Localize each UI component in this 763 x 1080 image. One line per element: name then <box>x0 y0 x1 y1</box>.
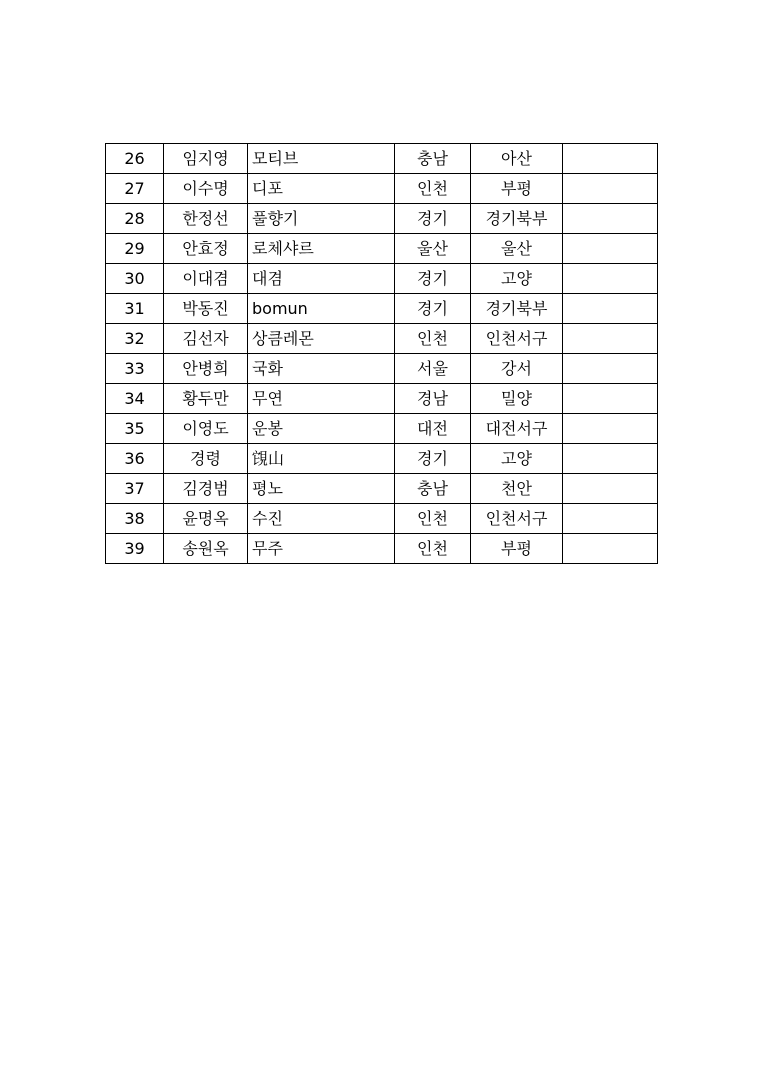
nickname-cell: 평노 <box>248 474 395 504</box>
note-cell <box>563 444 658 474</box>
nickname-cell: 모티브 <box>248 144 395 174</box>
roster-table-body <box>106 144 658 564</box>
note-cell <box>563 204 658 234</box>
row-number-cell: 38 <box>106 504 164 534</box>
note-cell <box>563 324 658 354</box>
table-row <box>106 234 658 264</box>
member-name-cell: 이영도 <box>164 414 248 444</box>
note-cell <box>563 504 658 534</box>
nickname-cell: 디포 <box>248 174 395 204</box>
note-cell <box>563 174 658 204</box>
member-name-cell: 한정선 <box>164 204 248 234</box>
city-cell: 부평 <box>471 174 563 204</box>
region-cell: 경기 <box>395 204 471 234</box>
region-cell: 인천 <box>395 324 471 354</box>
nickname-cell: 䙾山 <box>248 444 395 474</box>
region-cell: 대전 <box>395 414 471 444</box>
note-cell <box>563 384 658 414</box>
table-row <box>106 144 658 174</box>
region-cell: 경기 <box>395 444 471 474</box>
row-number-cell: 36 <box>106 444 164 474</box>
member-name-cell: 안병희 <box>164 354 248 384</box>
region-cell: 울산 <box>395 234 471 264</box>
row-number-cell: 26 <box>106 144 164 174</box>
table-row <box>106 294 658 324</box>
table-row <box>106 384 658 414</box>
row-number-cell: 35 <box>106 414 164 444</box>
row-number-cell: 29 <box>106 234 164 264</box>
city-cell: 인천서구 <box>471 504 563 534</box>
nickname-cell: 풀향기 <box>248 204 395 234</box>
row-number-cell: 33 <box>106 354 164 384</box>
note-cell <box>563 234 658 264</box>
table-row <box>106 474 658 504</box>
region-cell: 인천 <box>395 504 471 534</box>
region-cell: 충남 <box>395 144 471 174</box>
member-name-cell: 황두만 <box>164 384 248 414</box>
nickname-cell: 대겸 <box>248 264 395 294</box>
row-number-cell: 37 <box>106 474 164 504</box>
region-cell: 충남 <box>395 474 471 504</box>
row-number-cell: 32 <box>106 324 164 354</box>
table-row <box>106 414 658 444</box>
region-cell: 서울 <box>395 354 471 384</box>
note-cell <box>563 474 658 504</box>
nickname-cell: 수진 <box>248 504 395 534</box>
member-name-cell: 경령 <box>164 444 248 474</box>
member-name-cell: 이대겸 <box>164 264 248 294</box>
table-row <box>106 504 658 534</box>
roster-table <box>105 143 658 564</box>
row-number-cell: 30 <box>106 264 164 294</box>
member-name-cell: 임지영 <box>164 144 248 174</box>
city-cell: 고양 <box>471 444 563 474</box>
city-cell: 부평 <box>471 534 563 564</box>
row-number-cell: 34 <box>106 384 164 414</box>
row-number-cell: 31 <box>106 294 164 324</box>
city-cell: 경기북부 <box>471 204 563 234</box>
row-number-cell: 39 <box>106 534 164 564</box>
table-row <box>106 264 658 294</box>
note-cell <box>563 414 658 444</box>
city-cell: 밀양 <box>471 384 563 414</box>
member-name-cell: 윤명옥 <box>164 504 248 534</box>
table-row <box>106 204 658 234</box>
region-cell: 경남 <box>395 384 471 414</box>
nickname-cell: 운봉 <box>248 414 395 444</box>
row-number-cell: 28 <box>106 204 164 234</box>
city-cell: 대전서구 <box>471 414 563 444</box>
nickname-cell: 무주 <box>248 534 395 564</box>
member-name-cell: 김선자 <box>164 324 248 354</box>
city-cell: 인천서구 <box>471 324 563 354</box>
city-cell: 천안 <box>471 474 563 504</box>
member-name-cell: 안효정 <box>164 234 248 264</box>
table-row <box>106 174 658 204</box>
note-cell <box>563 144 658 174</box>
nickname-cell: bomun <box>248 294 395 324</box>
region-cell: 경기 <box>395 294 471 324</box>
city-cell: 울산 <box>471 234 563 264</box>
city-cell: 강서 <box>471 354 563 384</box>
note-cell <box>563 264 658 294</box>
nickname-cell: 상큼레몬 <box>248 324 395 354</box>
member-name-cell: 김경범 <box>164 474 248 504</box>
nickname-cell: 국화 <box>248 354 395 384</box>
city-cell: 경기북부 <box>471 294 563 324</box>
note-cell <box>563 354 658 384</box>
region-cell: 인천 <box>395 534 471 564</box>
table-row <box>106 324 658 354</box>
table-row <box>106 534 658 564</box>
member-name-cell: 송원옥 <box>164 534 248 564</box>
note-cell <box>563 534 658 564</box>
table-row <box>106 354 658 384</box>
table-row <box>106 444 658 474</box>
row-number-cell: 27 <box>106 174 164 204</box>
note-cell <box>563 294 658 324</box>
city-cell: 고양 <box>471 264 563 294</box>
region-cell: 경기 <box>395 264 471 294</box>
member-name-cell: 이수명 <box>164 174 248 204</box>
member-name-cell: 박동진 <box>164 294 248 324</box>
region-cell: 인천 <box>395 174 471 204</box>
nickname-cell: 로체샤르 <box>248 234 395 264</box>
city-cell: 아산 <box>471 144 563 174</box>
nickname-cell: 무연 <box>248 384 395 414</box>
